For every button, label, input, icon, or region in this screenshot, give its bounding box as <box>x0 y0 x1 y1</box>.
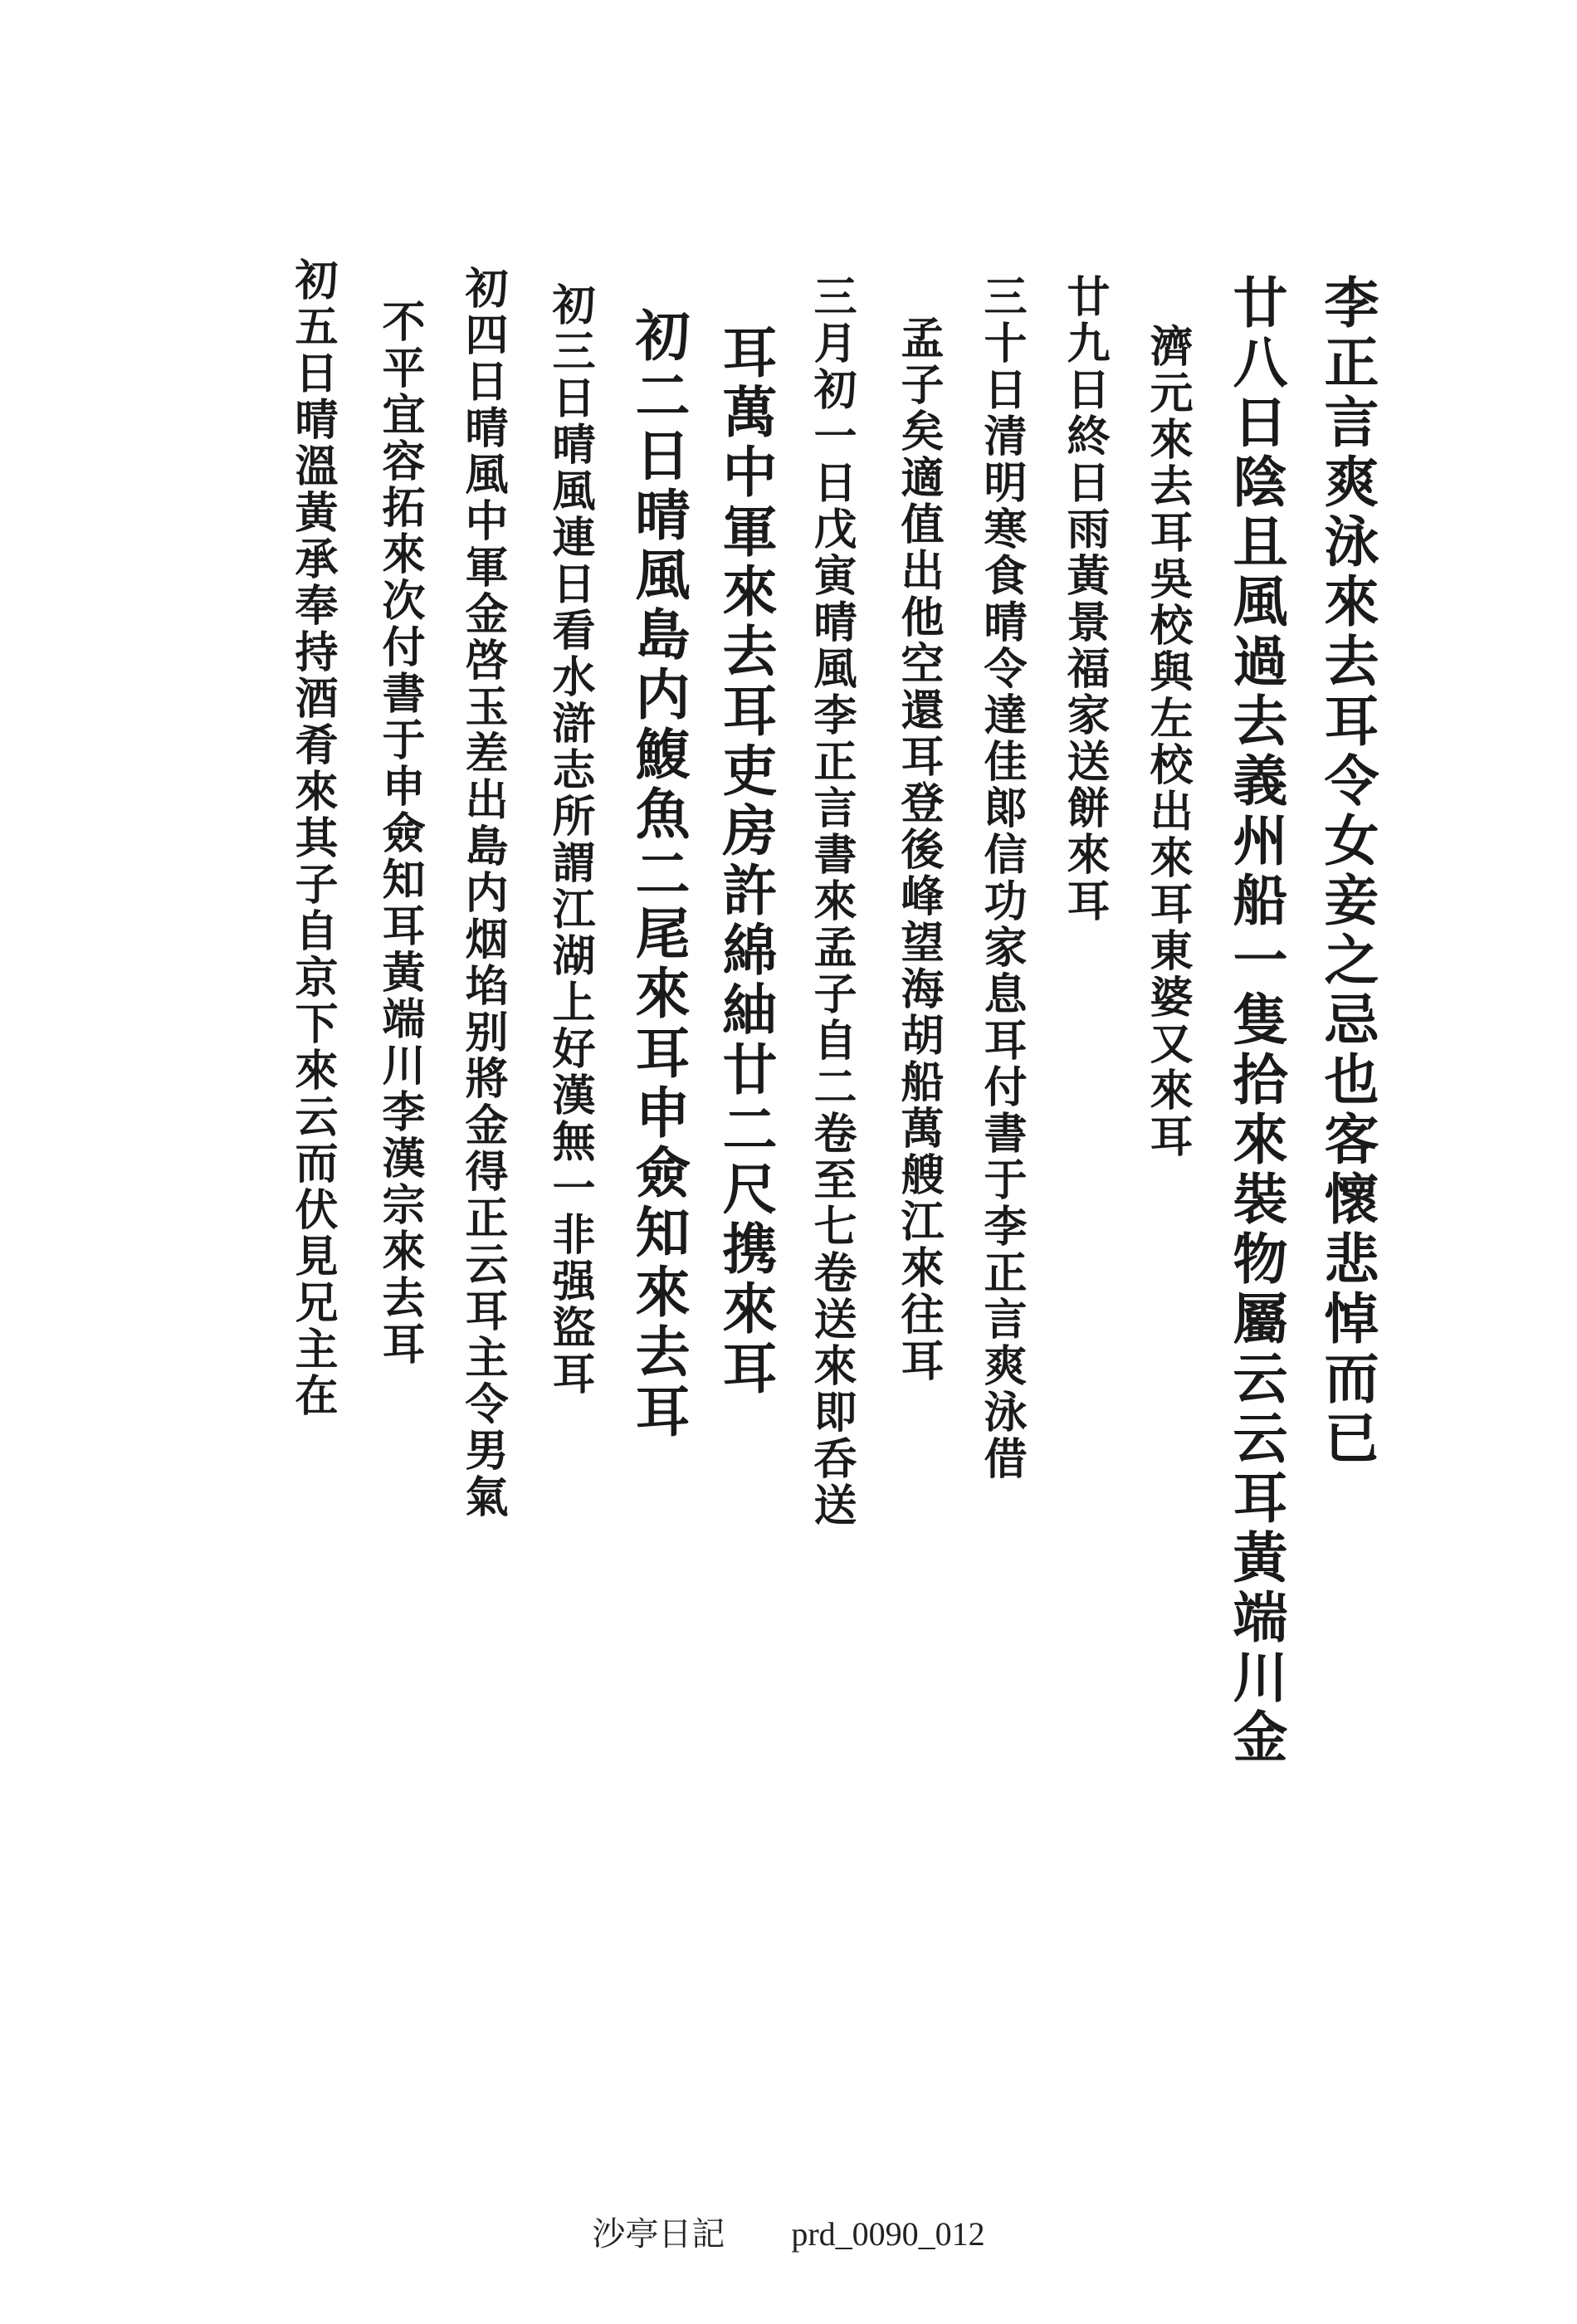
manuscript-column: 初二日晴風島内鰒魚二尾來耳申僉知來去耳 <box>626 307 691 1443</box>
manuscript-column: 廿九日終日雨黃景福家送餅來耳 <box>1059 274 1110 925</box>
document-title: 沙亭日記 <box>592 2215 725 2253</box>
manuscript-column: 廿八日陰且風過去義州船一隻拾來裝物屬云云耳黃端川金 <box>1223 274 1288 1768</box>
manuscript-column: 初五日晴溫黃承奉持酒肴來其子自京下來云而伏見兄主在 <box>287 257 338 1419</box>
manuscript-column: 三十日清明寒食晴令達佳郞信功家息耳付書于李正言爽泳借 <box>976 274 1027 1482</box>
page-footer <box>0 2208 1577 2255</box>
page-code: prd_0090_012 <box>791 2215 985 2253</box>
manuscript-column: 濟元來去耳吳校與左校出來耳東婆又來耳 <box>1142 324 1193 1160</box>
manuscript-column: 三月初一日戊寅晴風李正言書來孟子自二卷至七卷送來即呑送 <box>806 274 857 1529</box>
manuscript-column: 耳萬中軍來去耳吏房許綿紬廿二尺携來耳 <box>713 324 778 1399</box>
manuscript-column: 孟子矣適值出他空還耳登後峰望海胡船萬艘江來往耳 <box>893 315 944 1384</box>
manuscript-column: 初四日晴風中軍金啓玉差出島内烟埳别將金得正云耳主令男氣 <box>457 266 508 1521</box>
manuscript-column: 初三日晴風連日看水滸志所謂江湖上好漢無一非强盜耳 <box>544 282 595 1398</box>
manuscript-column: 不平宜容拓來次付書于申僉知耳黃端川李漢宗來去耳 <box>374 299 425 1368</box>
manuscript-column: 李正言爽泳來去耳令女妾之忌也客懷悲悼而已 <box>1315 274 1379 1469</box>
manuscript-text <box>199 257 1394 2083</box>
